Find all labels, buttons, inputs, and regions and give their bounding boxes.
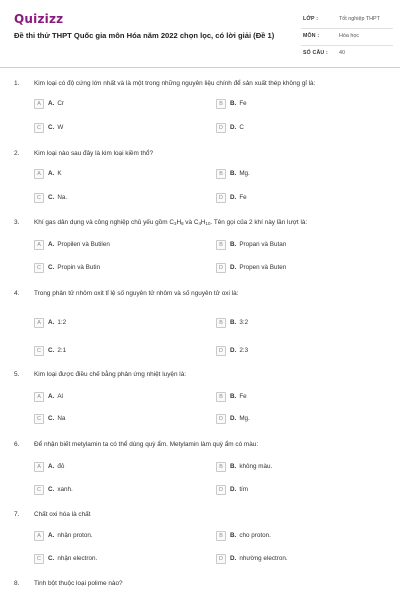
option-letter: A. bbox=[48, 241, 55, 248]
option-d[interactable] bbox=[216, 192, 247, 203]
option-text: C bbox=[239, 124, 244, 131]
question-text: Trong phân tử nhôm oxit tỉ lệ số nguyên tử nhôm và số nguyên tử oxi là: bbox=[34, 290, 239, 297]
option-letter: C. bbox=[48, 124, 55, 131]
question-text: Chất oxi hóa là chất bbox=[34, 511, 91, 518]
option-letter: C. bbox=[48, 555, 55, 562]
meta-value: Hóa học bbox=[339, 33, 360, 39]
option-checkbox[interactable]: A bbox=[34, 392, 44, 402]
option-checkbox[interactable]: D bbox=[216, 346, 226, 356]
question-text: Kim loại được điều chế bằng phản ứng nhiệt luyện là: bbox=[34, 371, 187, 378]
option-checkbox[interactable]: B bbox=[216, 531, 226, 541]
option-a[interactable] bbox=[34, 239, 110, 250]
option-a[interactable] bbox=[34, 317, 66, 328]
option-d[interactable] bbox=[216, 122, 244, 133]
option-checkbox[interactable]: C bbox=[34, 554, 44, 564]
option-text: không màu. bbox=[239, 463, 273, 470]
question-number: 1. bbox=[14, 80, 20, 87]
option-checkbox[interactable]: A bbox=[34, 531, 44, 541]
option-text: 2:3 bbox=[239, 347, 249, 354]
option-letter: B. bbox=[230, 532, 237, 539]
option-letter: B. bbox=[230, 241, 237, 248]
option-checkbox[interactable]: A bbox=[34, 462, 44, 472]
option-text: Fe bbox=[239, 100, 247, 107]
option-text: Na. bbox=[57, 194, 68, 201]
meta-key: LỚP : bbox=[303, 16, 319, 22]
option-b[interactable] bbox=[216, 391, 247, 402]
worksheet-header bbox=[0, 0, 400, 68]
option-letter: D. bbox=[230, 124, 237, 131]
option-text: W bbox=[57, 124, 64, 131]
question-number: 4. bbox=[14, 290, 20, 297]
option-checkbox[interactable]: D bbox=[216, 123, 226, 133]
option-checkbox[interactable]: A bbox=[34, 169, 44, 179]
option-d[interactable] bbox=[216, 484, 248, 495]
option-c[interactable] bbox=[34, 553, 97, 564]
option-d[interactable] bbox=[216, 345, 248, 356]
option-letter: D. bbox=[230, 415, 237, 422]
question-number: 6. bbox=[14, 441, 20, 448]
question-text: Khí gas dân dụng và công nghiệp chủ yếu gồm $C_3H_8$ và $C_4H_{10}$. Tên gọi của 2 khí này lần lượt là: bbox=[34, 219, 308, 226]
option-text: 3:2 bbox=[239, 319, 249, 326]
option-text: Mg. bbox=[239, 170, 250, 177]
option-checkbox[interactable]: C bbox=[34, 193, 44, 203]
question-number: 8. bbox=[14, 580, 20, 587]
option-letter: D. bbox=[230, 347, 237, 354]
option-letter: A. bbox=[48, 463, 55, 470]
worksheet-meta bbox=[301, 12, 393, 63]
question-number: 3. bbox=[14, 219, 20, 226]
option-text: K bbox=[57, 170, 62, 177]
question-text: Tinh bột thuộc loại polime nào? bbox=[34, 580, 123, 587]
option-text: nhận proton. bbox=[57, 532, 93, 539]
meta-row-class bbox=[301, 12, 393, 29]
option-letter: A. bbox=[48, 170, 55, 177]
meta-key: MÔN : bbox=[303, 33, 320, 39]
option-letter: B. bbox=[230, 393, 237, 400]
option-checkbox[interactable]: D bbox=[216, 414, 226, 424]
option-letter: D. bbox=[230, 264, 237, 271]
option-checkbox[interactable]: B bbox=[216, 392, 226, 402]
option-letter: B. bbox=[230, 170, 237, 177]
option-checkbox[interactable]: C bbox=[34, 346, 44, 356]
meta-value: 40 bbox=[339, 50, 345, 56]
option-checkbox[interactable]: B bbox=[216, 240, 226, 250]
option-text: tím bbox=[239, 486, 249, 493]
option-b[interactable] bbox=[216, 98, 247, 109]
option-d[interactable] bbox=[216, 262, 286, 273]
option-checkbox[interactable]: C bbox=[34, 485, 44, 495]
page-title: Đề thi thử THPT Quốc gia môn Hóa năm 2022 chọn lọc, có lời giải (Đề 1) bbox=[14, 31, 275, 40]
option-letter: C. bbox=[48, 347, 55, 354]
option-checkbox[interactable]: A bbox=[34, 240, 44, 250]
option-checkbox[interactable]: D bbox=[216, 193, 226, 203]
option-b[interactable] bbox=[216, 239, 286, 250]
option-letter: C. bbox=[48, 486, 55, 493]
question-number: 2. bbox=[14, 150, 20, 157]
option-b[interactable] bbox=[216, 461, 272, 472]
question-text: Kim loại nào sau đây là kim loại kiềm thổ? bbox=[34, 150, 153, 157]
option-text: đỏ bbox=[57, 463, 65, 470]
meta-key: SỐ CÂU : bbox=[303, 50, 328, 56]
option-checkbox[interactable]: B bbox=[216, 99, 226, 109]
option-text: Propilen và Butilen bbox=[57, 241, 110, 248]
option-checkbox[interactable]: B bbox=[216, 462, 226, 472]
option-c[interactable] bbox=[34, 345, 66, 356]
option-d[interactable] bbox=[216, 553, 288, 564]
meta-row-count bbox=[301, 46, 393, 63]
option-letter: B. bbox=[230, 319, 237, 326]
option-text: 1:2 bbox=[57, 319, 67, 326]
option-letter: C. bbox=[48, 194, 55, 201]
option-c[interactable] bbox=[34, 484, 73, 495]
option-a[interactable] bbox=[34, 461, 64, 472]
option-b[interactable] bbox=[216, 530, 271, 541]
option-checkbox[interactable]: C bbox=[34, 123, 44, 133]
option-text: Fe bbox=[239, 194, 247, 201]
option-text: Propin và Butin bbox=[57, 264, 101, 271]
option-b[interactable] bbox=[216, 317, 248, 328]
option-c[interactable] bbox=[34, 413, 65, 424]
meta-value: Tốt nghiệp THPT bbox=[339, 16, 380, 22]
option-c[interactable] bbox=[34, 122, 63, 133]
option-checkbox[interactable]: C bbox=[34, 263, 44, 273]
option-a[interactable] bbox=[34, 391, 63, 402]
option-text: Mg. bbox=[239, 415, 250, 422]
option-letter: B. bbox=[230, 463, 237, 470]
option-text: Propan và Butan bbox=[239, 241, 287, 248]
option-text: 2:1 bbox=[57, 347, 67, 354]
option-checkbox[interactable]: B bbox=[216, 318, 226, 328]
question-number: 5. bbox=[14, 371, 20, 378]
meta-row-subject bbox=[301, 29, 393, 46]
option-a[interactable] bbox=[34, 98, 64, 109]
option-text: Cr bbox=[57, 100, 64, 107]
option-text: cho proton. bbox=[239, 532, 271, 539]
option-letter: B. bbox=[230, 100, 237, 107]
option-checkbox[interactable]: D bbox=[216, 485, 226, 495]
option-checkbox[interactable]: A bbox=[34, 318, 44, 328]
option-letter: D. bbox=[230, 194, 237, 201]
option-checkbox[interactable]: A bbox=[34, 99, 44, 109]
option-letter: A. bbox=[48, 532, 55, 539]
option-letter: C. bbox=[48, 415, 55, 422]
option-c[interactable] bbox=[34, 262, 100, 273]
option-letter: C. bbox=[48, 264, 55, 271]
question-number: 7. bbox=[14, 511, 20, 518]
option-a[interactable] bbox=[34, 168, 62, 179]
option-checkbox[interactable]: D bbox=[216, 263, 226, 273]
option-letter: A. bbox=[48, 393, 55, 400]
option-c[interactable] bbox=[34, 192, 67, 203]
option-checkbox[interactable]: B bbox=[216, 169, 226, 179]
option-checkbox[interactable]: D bbox=[216, 554, 226, 564]
option-text: Propen và Buten bbox=[239, 264, 287, 271]
option-letter: A. bbox=[48, 100, 55, 107]
option-d[interactable] bbox=[216, 413, 250, 424]
option-text: nhận electron. bbox=[57, 555, 98, 562]
option-letter: D. bbox=[230, 486, 237, 493]
question-text: Kim loại có độ cứng lớn nhất và là một trong những nguyên liệu chính để sản xuất thép không gỉ là: bbox=[34, 80, 316, 87]
option-letter: A. bbox=[48, 319, 55, 326]
option-text: xanh. bbox=[57, 486, 73, 493]
option-text: nhường electron. bbox=[239, 555, 288, 562]
option-text: Fe bbox=[239, 393, 247, 400]
option-text: Al bbox=[57, 393, 63, 400]
option-letter: D. bbox=[230, 555, 237, 562]
option-b[interactable] bbox=[216, 168, 250, 179]
question-text: Để nhận biết metylamin ta có thể dùng quỳ ẩm. Metylamin làm quỳ ẩm có màu: bbox=[34, 441, 259, 448]
quizizz-logo[interactable]: Quizizz bbox=[14, 12, 64, 26]
option-text: Na bbox=[57, 415, 66, 422]
option-checkbox[interactable]: C bbox=[34, 414, 44, 424]
option-a[interactable] bbox=[34, 530, 93, 541]
